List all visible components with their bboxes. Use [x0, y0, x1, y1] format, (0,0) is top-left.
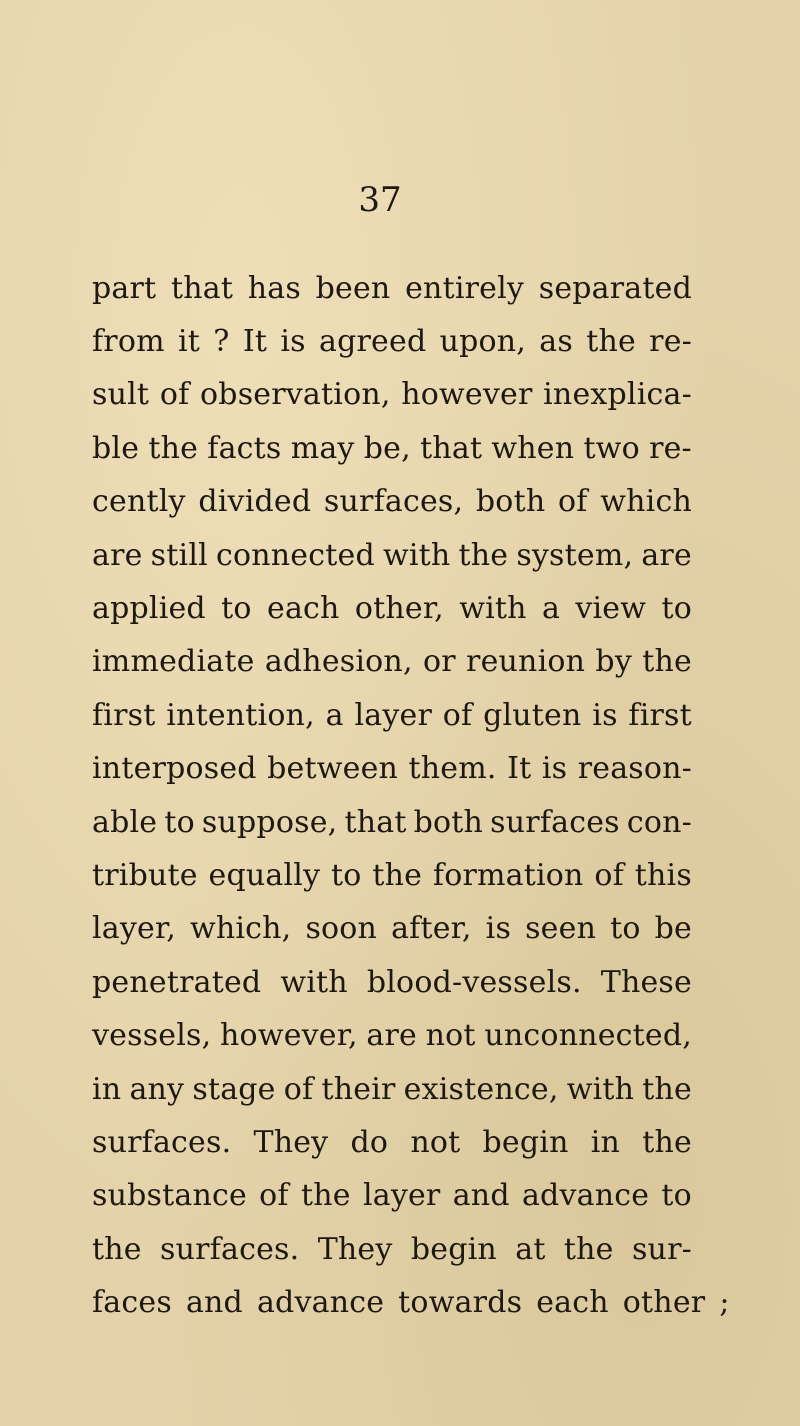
text-line	[92, 743, 692, 796]
word: with	[459, 591, 527, 627]
word: soon	[305, 911, 378, 947]
text-line	[92, 1063, 692, 1116]
text-line	[92, 315, 692, 368]
word: tribute	[92, 857, 198, 893]
word: observation,	[200, 377, 391, 413]
word: begin	[410, 1231, 497, 1267]
word: with	[566, 1071, 635, 1107]
word: vessels,	[92, 1018, 212, 1054]
word: the	[92, 1231, 142, 1267]
word: entirely	[405, 270, 525, 306]
word: with	[280, 964, 348, 1000]
word: stage	[192, 1071, 276, 1107]
word: surfaces.	[160, 1231, 300, 1267]
word: connected	[216, 537, 375, 573]
word: of	[594, 857, 624, 893]
text-line	[92, 476, 692, 529]
word: their	[321, 1071, 396, 1107]
word: formation	[432, 857, 584, 893]
word: each	[267, 591, 340, 627]
word: able	[92, 804, 158, 840]
text-line	[92, 262, 692, 315]
word: by	[595, 644, 632, 680]
text-line	[92, 369, 692, 422]
word: as	[539, 324, 573, 360]
text-line	[92, 1223, 692, 1276]
word: the	[300, 1178, 351, 1214]
word: and	[452, 1178, 510, 1214]
word: ble	[92, 430, 140, 466]
word: been	[315, 270, 391, 306]
word: first	[92, 697, 156, 733]
word: however,	[220, 1018, 358, 1054]
word: divided	[198, 484, 312, 520]
word: con-	[626, 804, 692, 840]
word: to	[164, 804, 195, 840]
word: upon,	[439, 324, 527, 360]
word: of	[442, 697, 473, 733]
word: equally	[208, 857, 321, 893]
word: of	[283, 1071, 314, 1107]
word: surfaces,	[323, 484, 464, 520]
word: begin	[482, 1124, 569, 1160]
word: this	[634, 857, 692, 893]
word: to	[661, 1178, 692, 1214]
word: They	[317, 1231, 393, 1267]
word: They	[253, 1124, 329, 1160]
word: it	[178, 324, 201, 360]
word: any	[129, 1071, 185, 1107]
word: blood-vessels.	[366, 964, 582, 1000]
text-line	[92, 1276, 730, 1329]
word: a	[325, 697, 344, 733]
text-line	[92, 956, 692, 1009]
word: unconnected,	[484, 1018, 692, 1054]
body-text	[92, 262, 730, 1330]
word: suppose,	[201, 804, 338, 840]
word: is	[541, 751, 568, 787]
word: surfaces.	[92, 1124, 232, 1160]
word: ;	[719, 1285, 730, 1321]
word: inexplica-	[543, 377, 692, 413]
word: after,	[391, 911, 472, 947]
word: in	[590, 1124, 621, 1160]
word: of	[259, 1178, 289, 1214]
word: It	[242, 324, 268, 360]
word: other	[622, 1285, 706, 1321]
word: intention,	[166, 697, 315, 733]
word: seen	[525, 911, 597, 947]
word: to	[221, 591, 252, 627]
word: interposed	[92, 751, 257, 787]
word: with	[382, 537, 451, 573]
word: These	[600, 964, 692, 1000]
word: advance	[256, 1285, 385, 1321]
word: be	[654, 911, 692, 947]
word: part	[92, 270, 157, 306]
text-line	[92, 422, 692, 475]
word: layer,	[92, 911, 176, 947]
word: the	[586, 324, 636, 360]
word: is	[485, 911, 512, 947]
text-line	[92, 1116, 692, 1169]
word: It	[507, 751, 532, 787]
word: other,	[354, 591, 444, 627]
text-line	[92, 796, 692, 849]
word: reunion	[466, 644, 586, 680]
word: are	[366, 1018, 417, 1054]
word: penetrated	[92, 964, 262, 1000]
page-number: 37	[358, 180, 402, 220]
text-line	[92, 903, 692, 956]
word: substance	[92, 1178, 247, 1214]
text-line	[92, 582, 692, 635]
word: has	[247, 270, 301, 306]
word: are	[92, 537, 143, 573]
word: layer	[362, 1178, 441, 1214]
text-line	[92, 1170, 692, 1223]
word: both	[413, 804, 484, 840]
word: faces	[92, 1285, 172, 1321]
word: from	[92, 324, 165, 360]
word: which,	[189, 911, 292, 947]
word: at	[515, 1231, 546, 1267]
word: in	[92, 1071, 122, 1107]
word: towards	[398, 1285, 523, 1321]
word: of	[159, 377, 190, 413]
word: to	[610, 911, 641, 947]
word: may	[290, 430, 355, 466]
word: that	[170, 270, 234, 306]
word: the	[372, 857, 423, 893]
word: do	[350, 1124, 389, 1160]
text-line	[92, 1009, 692, 1062]
word: and	[185, 1285, 243, 1321]
word: system,	[516, 537, 634, 573]
word: both	[475, 484, 546, 520]
word: be,	[363, 430, 411, 466]
word: however	[401, 377, 533, 413]
word: to	[331, 857, 362, 893]
word: each	[536, 1285, 609, 1321]
word: is	[280, 324, 306, 360]
word: sur-	[631, 1231, 692, 1267]
word: separated	[538, 270, 692, 306]
word: sult	[92, 377, 150, 413]
word: them.	[408, 751, 497, 787]
word: when	[491, 430, 575, 466]
word: that	[420, 430, 483, 466]
word: facts	[207, 430, 282, 466]
text-line	[92, 636, 692, 689]
word: re-	[649, 324, 692, 360]
word: a	[541, 591, 561, 627]
word: view	[575, 591, 647, 627]
word: which	[600, 484, 692, 520]
word: surfaces	[490, 804, 620, 840]
word: advance	[521, 1178, 650, 1214]
word: re-	[649, 430, 692, 466]
word: ?	[213, 324, 230, 360]
text-line	[92, 689, 692, 742]
word: existence,	[403, 1071, 559, 1107]
word: the	[148, 430, 199, 466]
word: gluten	[483, 697, 582, 733]
word: reason-	[577, 751, 692, 787]
word: first	[628, 697, 692, 733]
word: adhesion,	[264, 644, 413, 680]
word: or	[422, 644, 456, 680]
text-line	[92, 529, 692, 582]
word: the	[563, 1231, 614, 1267]
word: applied	[92, 591, 206, 627]
word: the	[642, 1071, 692, 1107]
word: still	[150, 537, 208, 573]
word: to	[661, 591, 692, 627]
word: are	[641, 537, 692, 573]
word: not	[425, 1018, 476, 1054]
word: agreed	[319, 324, 427, 360]
word: is	[592, 697, 618, 733]
word: cently	[92, 484, 186, 520]
word: the	[642, 1124, 692, 1160]
word: that	[344, 804, 407, 840]
word: immediate	[92, 644, 255, 680]
word: the	[642, 644, 692, 680]
word: not	[410, 1124, 461, 1160]
word: of	[558, 484, 588, 520]
word: layer	[354, 697, 432, 733]
word: two	[583, 430, 640, 466]
word: between	[267, 751, 399, 787]
word: the	[458, 537, 509, 573]
text-line	[92, 849, 692, 902]
